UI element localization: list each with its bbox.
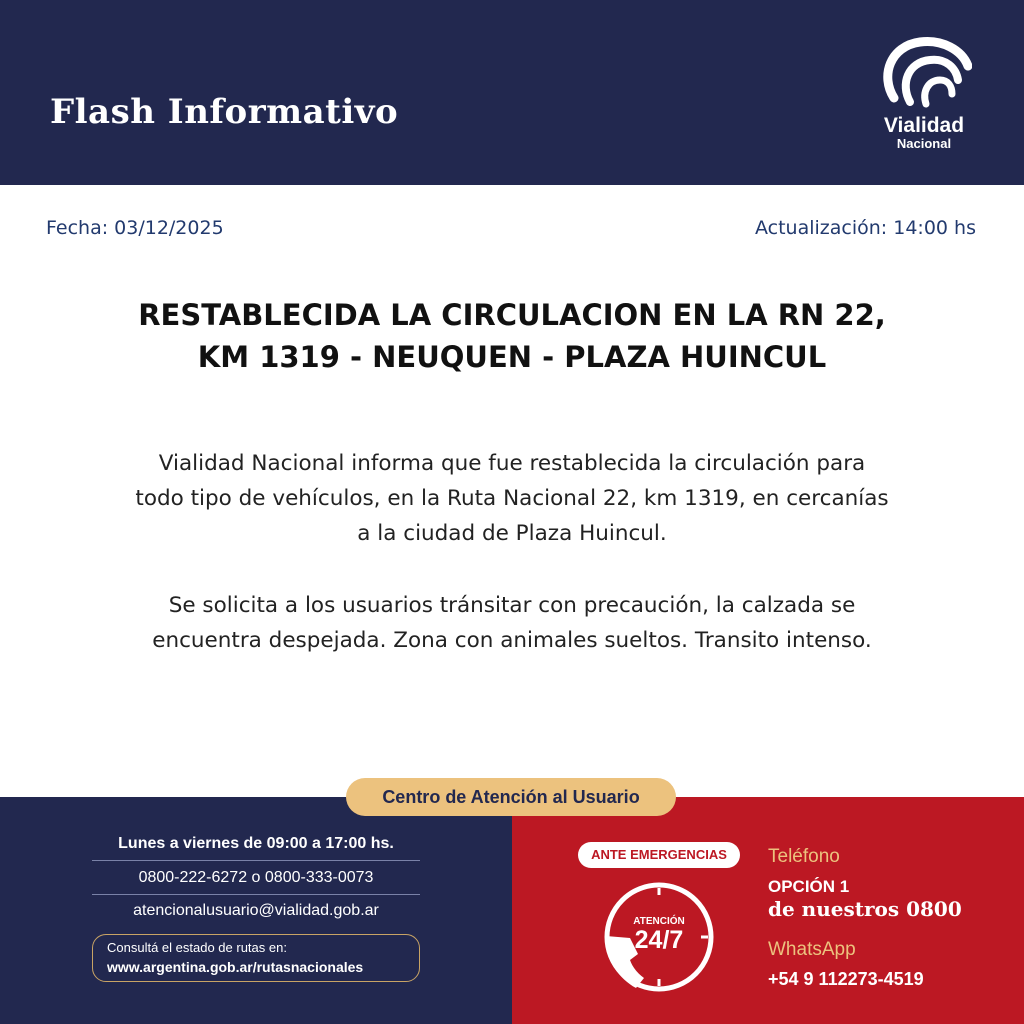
user-service-center-badge: Centro de Atención al Usuario xyxy=(346,778,676,816)
paragraph-line: Se solicita a los usuarios tránsitar con precaución, la calzada se xyxy=(168,593,856,618)
date-label: Fecha: 03/12/2025 xyxy=(46,217,224,239)
logo-subtitle: Nacional xyxy=(896,136,952,151)
paragraph-line: Vialidad Nacional informa que fue restablecida la circulación para xyxy=(158,451,866,476)
paragraph-line: a la ciudad de Plaza Huincul. xyxy=(357,521,667,546)
emergency-badge: ANTE EMERGENCIAS xyxy=(578,842,740,868)
body-paragraph xyxy=(60,588,964,658)
phone-label: Teléfono xyxy=(768,846,840,867)
whatsapp-label: WhatsApp xyxy=(768,939,856,960)
paragraph-line: encuentra despejada. Zona con animales sueltos. Transito intenso. xyxy=(152,628,872,653)
headline-line: KM 1319 - NEUQUEN - PLAZA HUINCUL xyxy=(197,340,827,374)
headline-line: RESTABLECIDA LA CIRCULACION EN LA RN 22, xyxy=(138,298,886,332)
header-banner xyxy=(0,0,1024,185)
update-time-label: Actualización: 14:00 hs xyxy=(755,217,976,239)
divider xyxy=(92,894,420,895)
phone-option: OPCIÓN 1 xyxy=(768,877,850,896)
route-status-label: Consultá el estado de rutas en: xyxy=(107,940,287,955)
support-24-7-icon xyxy=(596,874,722,1000)
phone-numbers: 0800-222-6272 o 0800-333-0073 xyxy=(138,869,374,886)
whatsapp-number[interactable]: +54 9 112273-4519 xyxy=(768,969,924,989)
route-status-box[interactable] xyxy=(92,934,420,982)
contact-email[interactable]: atencionalusuario@vialidad.gob.ar xyxy=(133,902,379,919)
clock-label: ATENCIÓN xyxy=(633,916,685,927)
headline xyxy=(60,294,964,378)
logo-name: Vialidad xyxy=(883,114,965,137)
clock-value: 24/7 xyxy=(634,926,684,954)
phone-option-subtitle: de nuestros 0800 xyxy=(768,897,962,921)
paragraph-line: todo tipo de vehículos, en la Ruta Nacional 22, km 1319, en cercanías xyxy=(135,486,889,511)
page-title: Flash Informativo xyxy=(50,92,399,132)
divider xyxy=(92,860,420,861)
route-status-link[interactable]: www.argentina.gob.ar/rutasnacionales xyxy=(107,959,364,975)
body-paragraph xyxy=(60,446,964,551)
road-swirl-icon xyxy=(876,36,972,112)
office-hours: Lunes a viernes de 09:00 a 17:00 hs. xyxy=(118,835,394,852)
vialidad-logo xyxy=(868,36,980,156)
